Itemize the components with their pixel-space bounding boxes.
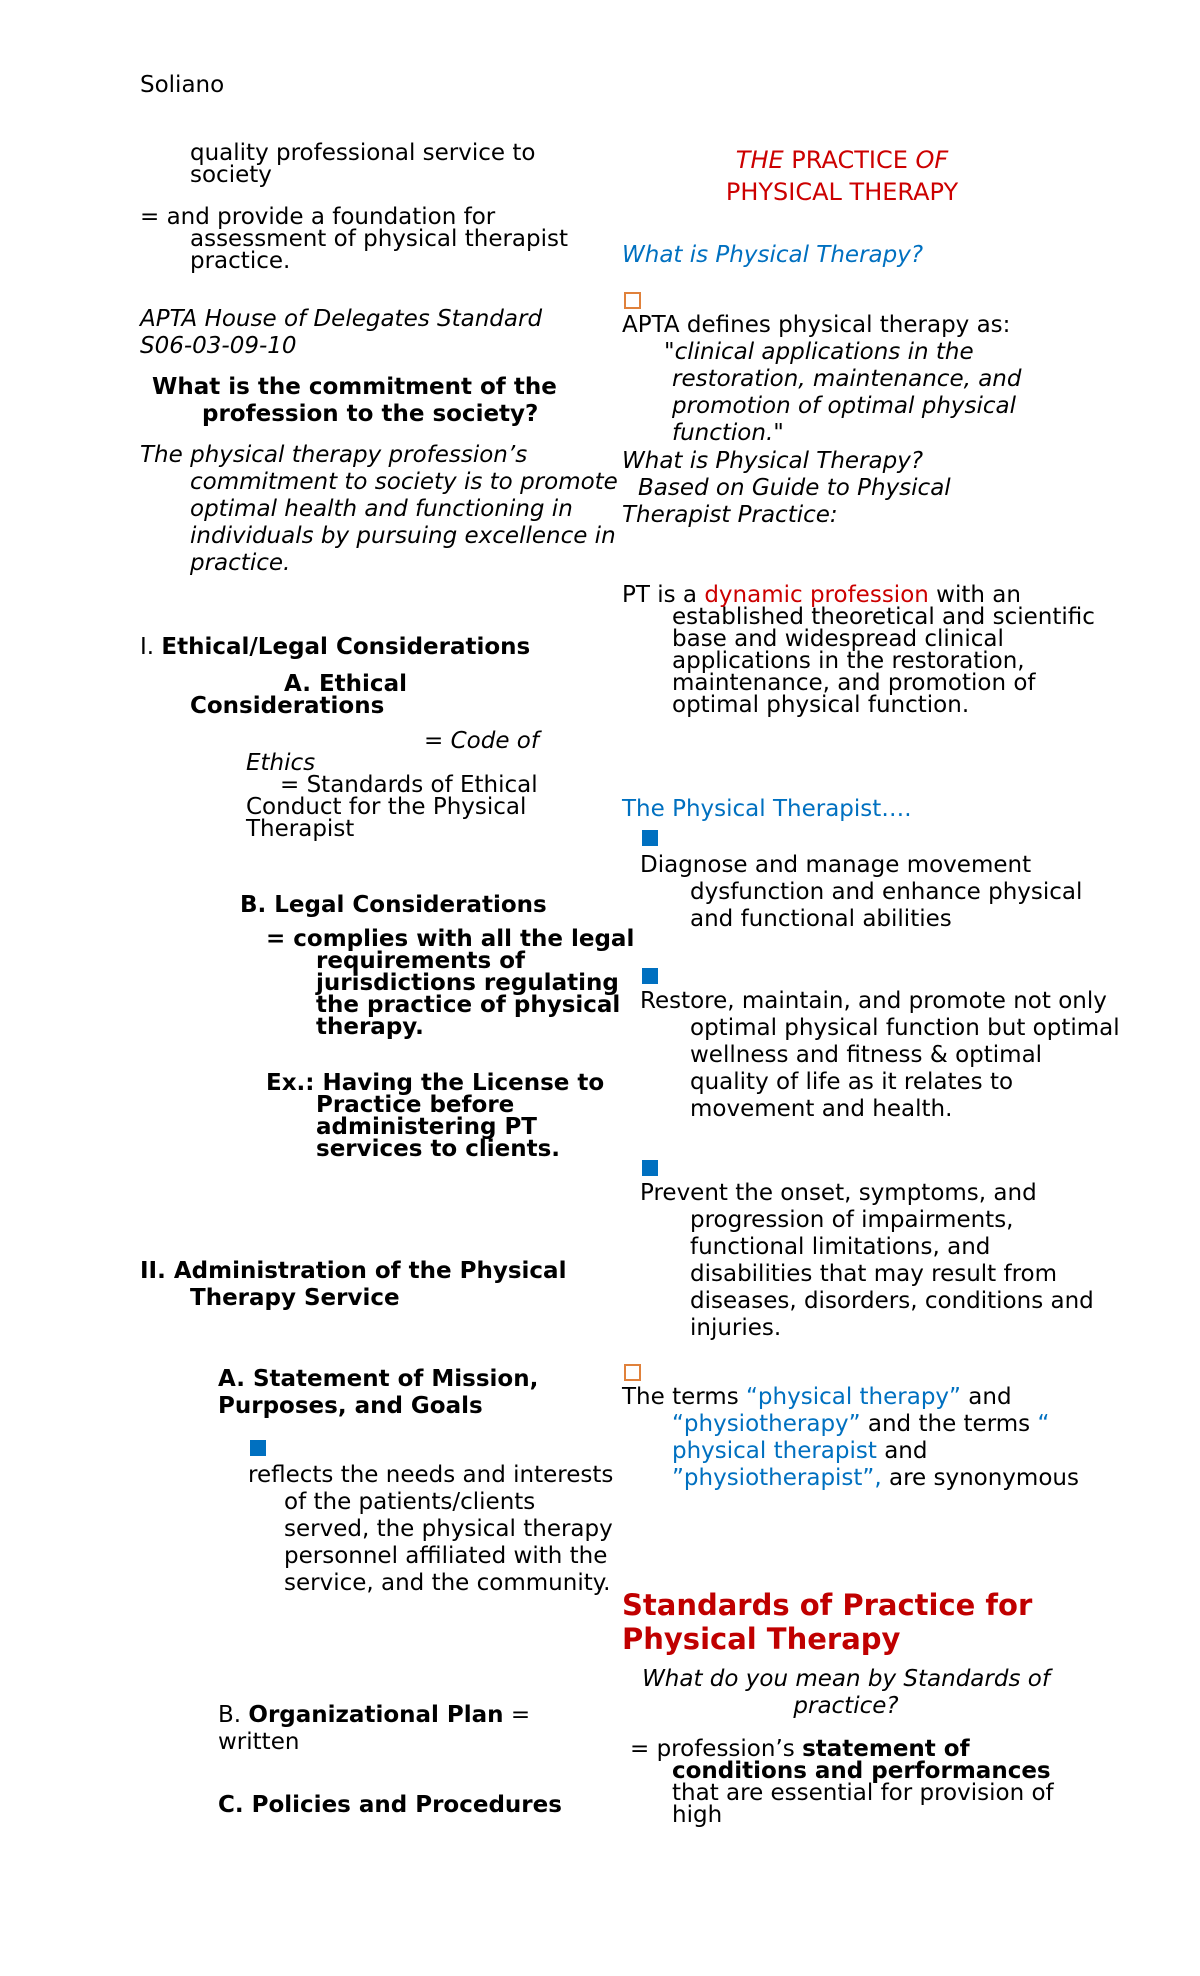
practice-title-line-2: PHYSICAL THERAPY	[725, 178, 959, 206]
commitment-question: What is the commitment of the profession to the society?	[152, 374, 557, 427]
apta-definition-quote: "clinical applications in the restoration, maintenance, and promotion of optimal physical function."	[664, 339, 1022, 446]
section-2b-label: B.	[218, 1702, 249, 1728]
standards-question: What do you mean by Standards of practice?	[642, 1666, 1050, 1719]
intro-item: = and provide a foundation for assessment of physical therapist practice.	[140, 204, 569, 274]
section-1b-heading: B. Legal Considerations	[240, 892, 547, 918]
section-2b-rest: = written	[218, 1702, 531, 1755]
section-1a-heading: A. Ethical Considerations	[190, 671, 407, 719]
standards-ethical-conduct: = Standards of Ethical Conduct for the Physical Therapist	[246, 772, 538, 842]
terms-synonymous: The terms “physical therapy” and “physiotherapy” and the terms “ physical therapist and ”physiotherapist”, are synonymous	[622, 1384, 1079, 1491]
based-on-guide-2: Therapist Practice:	[622, 502, 838, 528]
legal-example: Ex.: Having the License to Practice before administering PT services to clients.	[266, 1070, 605, 1162]
section-2-heading: II. Administration of the Physical Therapy Service	[140, 1258, 567, 1311]
section-2c-heading: C. Policies and Procedures	[218, 1792, 562, 1818]
section-1-number: I.	[140, 634, 162, 660]
code-of-ethics: = Code of Ethics	[246, 728, 539, 776]
practice-title	[622, 144, 1062, 208]
therapist-heading: The Physical Therapist….	[622, 796, 912, 822]
intro-continuation: quality professional service to society	[190, 140, 536, 188]
section-2b-title: Organizational Plan	[248, 1702, 504, 1728]
what-is-pt-2: What is Physical Therapy?	[622, 448, 924, 474]
hollow-square-bullet-icon	[624, 1364, 641, 1381]
square-bullet-icon	[642, 830, 658, 846]
based-on-guide-1: Based on Guide to Physical	[638, 475, 951, 501]
section-1-title: Ethical/Legal Considerations	[161, 634, 531, 660]
apta-standard: APTA House of Delegates Standard S06-03-09-10	[140, 306, 543, 359]
commitment-answer: The physical therapy profession’s commitment to society is to promote optimal health and functioning in individuals by pursuing excellence in practice.	[140, 442, 618, 576]
section-2a-heading: A. Statement of Mission, Purposes, and Goals	[218, 1366, 539, 1419]
hollow-square-bullet-icon	[624, 292, 641, 309]
therapist-item-2: Restore, maintain, and promote not only optimal physical function but optimal wellness and fitness & optimal quality of life as it relates to movement and health.	[640, 988, 1120, 1122]
square-bullet-icon	[642, 1160, 658, 1176]
section-1-heading	[140, 634, 580, 661]
square-bullet-icon	[642, 968, 658, 984]
therapist-item-1: Diagnose and manage movement dysfunction and enhance physical and functional abilities	[640, 852, 1083, 932]
what-is-pt-heading: What is Physical Therapy?	[622, 242, 924, 268]
pt-definition: PT is a dynamic profession with an established theoretical and scientific base and widespread clinical applications in the restoration, maintenance, and promotion of optimal physical function.	[622, 582, 1095, 718]
therapist-item-3: Prevent the onset, symptoms, and progression of impairments, functional limitations, and disabilities that may result from diseases, disorders, conditions and injuries.	[640, 1180, 1094, 1341]
standards-title: Standards of Practice for Physical Therapy	[622, 1588, 1033, 1656]
header-author: Soliano	[140, 72, 225, 98]
practice-title-line-1: THE PRACTICE OF	[735, 146, 949, 174]
apta-defines: APTA defines physical therapy as:	[622, 312, 1011, 338]
square-bullet-icon	[250, 1440, 266, 1456]
section-2b-heading	[218, 1702, 578, 1756]
legal-requirement: = complies with all the legal requirements of jurisdictions regulating the practice of physical therapy.	[266, 926, 635, 1040]
standards-definition: = profession’s statement of conditions and performances that are essential for provision of high	[630, 1736, 1054, 1828]
mission-text: reflects the needs and interests of the patients/clients served, the physical therapy personnel affiliated with the service, and the community.	[248, 1462, 614, 1596]
